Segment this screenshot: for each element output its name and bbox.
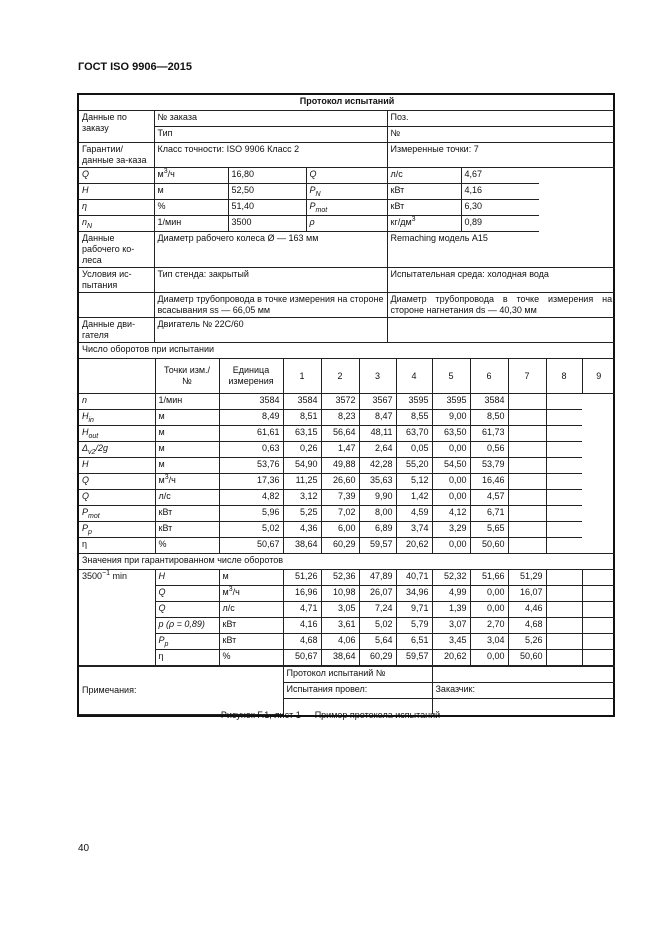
- figure-caption: Рисунок F.1, лист 1 — Пример протокола испытаний: [220, 710, 441, 720]
- measurement-row: [79, 618, 615, 634]
- suction-diameter: Диаметр трубопровода в точке измерения на стороне всасывания ss — 66,05 мм: [154, 293, 387, 318]
- unit: м: [155, 442, 219, 458]
- impeller-diameter: Диаметр рабочего колеса Ø — 163 мм: [154, 232, 387, 268]
- cell-value: 26,60: [321, 474, 359, 490]
- symbol: H: [79, 184, 154, 200]
- cell-value: 50,60: [508, 650, 546, 666]
- unit: %: [219, 650, 283, 666]
- measurement-row: [79, 634, 615, 650]
- subscript: in: [88, 416, 94, 424]
- cell-value: 17,36: [219, 474, 283, 490]
- cell-value: 61,73: [470, 426, 508, 442]
- value: 52,50: [228, 184, 306, 200]
- cell-value: 47,89: [359, 570, 396, 586]
- measurement-row: [79, 490, 615, 506]
- cell-value: 8,23: [321, 410, 359, 426]
- measurement-row: [79, 410, 615, 426]
- cell-value: 3,05: [321, 602, 359, 618]
- cell-value: 4,82: [219, 490, 283, 506]
- speed-label: $3500^{-1}$ min: [79, 570, 155, 666]
- cell-value: 38,64: [321, 650, 359, 666]
- cell-value: 4,99: [432, 586, 470, 602]
- cell-value: 48,11: [359, 426, 396, 442]
- cell-value: 8,55: [396, 410, 432, 426]
- cell-value: 20,62: [396, 538, 432, 554]
- cell-value: 54,50: [432, 458, 470, 474]
- cell-value: 5,12: [396, 474, 432, 490]
- symbol: η: [79, 538, 155, 554]
- accuracy-class: Класс точности: ISO 9906 Класс 2: [154, 143, 387, 168]
- cell-value: [508, 458, 546, 474]
- cell-value: [546, 586, 582, 602]
- cell-value: 11,25: [283, 474, 321, 490]
- cell-value: 16,46: [470, 474, 508, 490]
- unit: кВт: [219, 618, 283, 634]
- cell-value: 9,00: [432, 410, 470, 426]
- cell-value: 8,50: [470, 410, 508, 426]
- cell-value: 63,50: [432, 426, 470, 442]
- test-medium: Испытательная среда: холодная вода: [387, 268, 615, 293]
- value: 3500: [228, 216, 306, 232]
- cell-value: 4,06: [321, 634, 359, 650]
- cell-value: [582, 634, 615, 650]
- unit: 1/мин: [155, 394, 219, 410]
- symbol: $P_p$: [155, 634, 219, 650]
- cell-value: 5,79: [396, 618, 432, 634]
- cell-value: [546, 570, 582, 586]
- tested-by-field: Испытания провел:: [283, 683, 432, 699]
- cell-value: 3,45: [432, 634, 470, 650]
- cell-value: 4,68: [508, 618, 546, 634]
- signature-section: [79, 666, 615, 715]
- cell-value: 61,61: [219, 426, 283, 442]
- cell-value: 3567: [359, 394, 396, 410]
- guaranteed-speed-label: Значения при гарантированном числе оборотов: [79, 554, 615, 570]
- measured-points: Измеренные точки: 7: [387, 143, 615, 168]
- order-number-field: № заказа: [154, 111, 387, 127]
- cell-value: [508, 506, 546, 522]
- cell-value: 63,15: [283, 426, 321, 442]
- cell-value: 3,04: [470, 634, 508, 650]
- cell-value: [508, 442, 546, 458]
- unit: м: [155, 426, 219, 442]
- superscript: 3: [228, 586, 233, 593]
- cell-value: [546, 426, 582, 442]
- measurement-row: [79, 586, 615, 602]
- measurement-row: [79, 522, 615, 538]
- cell-value: 40,71: [396, 570, 432, 586]
- symbol: $P_p$: [79, 522, 155, 538]
- cell-value: [546, 410, 582, 426]
- cell-value: 5,25: [283, 506, 321, 522]
- value: 6,30: [461, 200, 539, 216]
- position-field: Поз.: [387, 111, 615, 127]
- cell-value: 42,28: [359, 458, 396, 474]
- cell-value: 34,96: [396, 586, 432, 602]
- impeller-label: Данные рабочего ко-леса: [79, 232, 154, 268]
- cell-value: 3,74: [396, 522, 432, 538]
- cell-value: 4,16: [283, 618, 321, 634]
- cell-value: 3584: [283, 394, 321, 410]
- symbol: Q: [79, 168, 154, 184]
- point-column-header: 8: [546, 359, 582, 394]
- motor-number: Двигатель № 22C/60: [154, 318, 387, 343]
- unit: $м^3/ч$: [154, 168, 228, 184]
- cell-value: 1,42: [396, 490, 432, 506]
- cell-value: 5,65: [470, 522, 508, 538]
- cell-value: 9,90: [359, 490, 396, 506]
- cell-value: [508, 474, 546, 490]
- cell-value: 5,26: [508, 634, 546, 650]
- cell-value: 6,51: [396, 634, 432, 650]
- cell-value: 63,70: [396, 426, 432, 442]
- cell-value: 0,05: [396, 442, 432, 458]
- cell-value: [582, 650, 615, 666]
- cell-value: 35,63: [359, 474, 396, 490]
- cell-value: 50,67: [283, 650, 321, 666]
- cell-value: 0,00: [470, 602, 508, 618]
- unit: м: [155, 410, 219, 426]
- point-column-header: 1: [283, 359, 321, 394]
- cell-value: 5,02: [359, 618, 396, 634]
- symbol: $P_{mot}$: [306, 200, 387, 216]
- symbol: $P_N$: [306, 184, 387, 200]
- unit: л/с: [387, 168, 461, 184]
- subscript: out: [88, 432, 99, 440]
- unit: кВт: [155, 522, 219, 538]
- value: 4,16: [461, 184, 539, 200]
- cell-value: 2,70: [470, 618, 508, 634]
- cell-value: [582, 570, 615, 586]
- cell-value: 0,00: [432, 474, 470, 490]
- cell-value: 3584: [219, 394, 283, 410]
- unit: кВт: [387, 200, 461, 216]
- cell-value: 49,88: [321, 458, 359, 474]
- cell-value: 2,64: [359, 442, 396, 458]
- symbol: Q: [306, 168, 387, 184]
- cell-value: [582, 586, 615, 602]
- cell-value: [508, 522, 546, 538]
- cell-value: 0,00: [432, 490, 470, 506]
- cell-value: 53,79: [470, 458, 508, 474]
- cell-value: 0,00: [432, 442, 470, 458]
- cell-value: 7,24: [359, 602, 396, 618]
- symbol: Q: [79, 490, 155, 506]
- symbol: p (ρ = 0,89): [155, 618, 219, 634]
- unit: кВт: [219, 634, 283, 650]
- cell-value: 7,39: [321, 490, 359, 506]
- value: 51,40: [228, 200, 306, 216]
- measurement-row: [79, 538, 615, 554]
- guarantee-row: [79, 200, 615, 216]
- cell-value: [546, 442, 582, 458]
- cell-value: 8,47: [359, 410, 396, 426]
- cell-value: 52,32: [432, 570, 470, 586]
- cell-value: 16,07: [508, 586, 546, 602]
- order-label: Данные по заказу: [79, 111, 154, 143]
- cell-value: [508, 490, 546, 506]
- cell-value: 50,67: [219, 538, 283, 554]
- unit: м: [154, 184, 228, 200]
- cell-value: [508, 538, 546, 554]
- stand-type: Тип стенда: закрытый: [154, 268, 387, 293]
- cell-value: 7,02: [321, 506, 359, 522]
- superscript: 3: [164, 474, 169, 481]
- subscript: mot: [315, 206, 328, 214]
- subscript: p: [88, 528, 92, 536]
- page-number: 40: [78, 843, 90, 854]
- guarantee-label: Гарантии/ данные за-каза: [79, 143, 154, 168]
- superscript: −1: [102, 570, 111, 577]
- guarantee-row: [79, 184, 615, 200]
- symbol: $\Delta_{v2}/2g$: [79, 442, 155, 458]
- protocol-number-field: Протокол испытаний №: [283, 667, 432, 683]
- measurement-row: [79, 506, 615, 522]
- cell-value: [582, 602, 615, 618]
- cell-value: 1,47: [321, 442, 359, 458]
- cell-value: 51,66: [470, 570, 508, 586]
- point-column-header: 5: [432, 359, 470, 394]
- cell-value: 52,36: [321, 570, 359, 586]
- cell-value: 3595: [396, 394, 432, 410]
- cell-value: 4,59: [396, 506, 432, 522]
- cell-value: [582, 618, 615, 634]
- motor-label: Данные дви-гателя: [79, 318, 154, 343]
- number-field: №: [387, 127, 615, 143]
- cell-value: [508, 394, 546, 410]
- subscript: mot: [88, 512, 100, 520]
- test-protocol-form: [77, 93, 615, 717]
- unit: $м^3/ч$: [155, 474, 219, 490]
- order-section: [79, 95, 615, 343]
- unit: %: [155, 538, 219, 554]
- cell-value: [546, 650, 582, 666]
- cell-value: 54,90: [283, 458, 321, 474]
- protocol-title: Протокол испытаний: [79, 95, 615, 111]
- measurement-section: [79, 343, 615, 666]
- cell-value: 3572: [321, 394, 359, 410]
- measurement-row: [79, 570, 615, 586]
- symbol: H: [155, 570, 219, 586]
- guarantee-row: [79, 216, 615, 232]
- subscript: N: [87, 222, 93, 230]
- measurement-row: [79, 442, 615, 458]
- customer-field: Заказчик:: [432, 683, 615, 699]
- symbol: $H_{out}$: [79, 426, 155, 442]
- document-header: ГОСТ ISO 9906—2015: [78, 61, 193, 73]
- unit: м: [219, 570, 283, 586]
- symbol: η: [79, 200, 154, 216]
- cell-value: 8,49: [219, 410, 283, 426]
- point-column-header: 2: [321, 359, 359, 394]
- symbol: η: [155, 650, 219, 666]
- cell-value: 16,96: [283, 586, 321, 602]
- cell-value: 50,60: [470, 538, 508, 554]
- cell-value: 0,63: [219, 442, 283, 458]
- symbol: $n_N$: [79, 216, 154, 232]
- value: 4,67: [461, 168, 539, 184]
- unit: кВт: [155, 506, 219, 522]
- cell-value: 4,12: [432, 506, 470, 522]
- cell-value: 51,29: [508, 570, 546, 586]
- unit: л/с: [155, 490, 219, 506]
- cell-value: 6,89: [359, 522, 396, 538]
- cell-value: 59,57: [359, 538, 396, 554]
- measurement-row: [79, 650, 615, 666]
- value: 16,80: [228, 168, 306, 184]
- point-column-header: 3: [359, 359, 396, 394]
- cell-value: 53,76: [219, 458, 283, 474]
- cell-value: 4,71: [283, 602, 321, 618]
- cell-value: 0,00: [470, 586, 508, 602]
- cell-value: 0,26: [283, 442, 321, 458]
- unit: м: [155, 458, 219, 474]
- point-column-header: 4: [396, 359, 432, 394]
- unit: %: [154, 200, 228, 216]
- cell-value: 51,26: [283, 570, 321, 586]
- symbol: $H_{in}$: [79, 410, 155, 426]
- cell-value: 60,29: [359, 650, 396, 666]
- subscript: p: [164, 640, 169, 648]
- cell-value: 6,71: [470, 506, 508, 522]
- cell-value: 4,57: [470, 490, 508, 506]
- point-column-header: 9: [582, 359, 615, 394]
- unit: л/с: [219, 602, 283, 618]
- symbol: n: [79, 394, 155, 410]
- cell-value: [546, 602, 582, 618]
- subscript: N: [315, 190, 321, 198]
- cell-value: 8,51: [283, 410, 321, 426]
- unit: кВт: [387, 184, 461, 200]
- notes-label: Примечания:: [79, 667, 283, 715]
- cell-value: 6,00: [321, 522, 359, 538]
- cell-value: [546, 538, 582, 554]
- cell-value: 20,62: [432, 650, 470, 666]
- cell-value: 55,20: [396, 458, 432, 474]
- cell-value: 60,29: [321, 538, 359, 554]
- measurement-row: [79, 394, 615, 410]
- cell-value: 0,56: [470, 442, 508, 458]
- unit: $м^3/ч$: [219, 586, 283, 602]
- cell-value: 3,12: [283, 490, 321, 506]
- cell-value: 59,57: [396, 650, 432, 666]
- cell-value: 3,61: [321, 618, 359, 634]
- point-column-header: Точки изм./ №: [155, 359, 219, 394]
- superscript: 3: [163, 168, 168, 175]
- cell-value: 0,00: [432, 538, 470, 554]
- cell-value: 8,00: [359, 506, 396, 522]
- symbol: H: [79, 458, 155, 474]
- value: 0,89: [461, 216, 539, 232]
- cell-value: [546, 474, 582, 490]
- measurement-row: [79, 458, 615, 474]
- cell-value: 56,64: [321, 426, 359, 442]
- cell-value: 0,00: [470, 650, 508, 666]
- cell-value: [508, 410, 546, 426]
- cell-value: [546, 394, 582, 410]
- unit-column-header: Единица измерения: [219, 359, 283, 394]
- cell-value: 26,07: [359, 586, 396, 602]
- pump-model: Remaching модель A15: [387, 232, 615, 268]
- cell-value: [546, 506, 582, 522]
- measurement-row: [79, 426, 615, 442]
- unit: $кг/дм^3$: [387, 216, 461, 232]
- symbol: ρ: [306, 216, 387, 232]
- cell-value: [546, 490, 582, 506]
- unit: 1/мин: [154, 216, 228, 232]
- subscript: v2: [88, 448, 96, 456]
- guarantee-row: [79, 168, 615, 184]
- cell-value: 5,02: [219, 522, 283, 538]
- cell-value: 38,64: [283, 538, 321, 554]
- cell-value: [546, 634, 582, 650]
- symbol: Q: [79, 474, 155, 490]
- cell-value: [546, 618, 582, 634]
- cell-value: 4,68: [283, 634, 321, 650]
- superscript: 3: [411, 216, 416, 223]
- cell-value: 5,64: [359, 634, 396, 650]
- discharge-diameter: Диаметр трубопровода в точке измерения на стороне нагнетания ds — 40,30 мм: [387, 293, 615, 318]
- cell-value: 10,98: [321, 586, 359, 602]
- cell-value: 4,36: [283, 522, 321, 538]
- cell-value: [546, 522, 582, 538]
- cell-value: 1,39: [432, 602, 470, 618]
- cell-value: [508, 426, 546, 442]
- symbol: $P_{mot}$: [79, 506, 155, 522]
- measurement-row: [79, 602, 615, 618]
- point-column-header: 7: [508, 359, 546, 394]
- type-field: Тип: [154, 127, 387, 143]
- cell-value: [546, 458, 582, 474]
- conditions-label: Условия ис-пытания: [79, 268, 154, 293]
- test-speed-label: Число оборотов при испытании: [79, 343, 615, 359]
- measurement-row: [79, 474, 615, 490]
- cell-value: 4,46: [508, 602, 546, 618]
- point-column-header: 6: [470, 359, 508, 394]
- cell-value: 3595: [432, 394, 470, 410]
- cell-value: 3584: [470, 394, 508, 410]
- cell-value: 9,71: [396, 602, 432, 618]
- symbol: Q: [155, 602, 219, 618]
- cell-value: 3,07: [432, 618, 470, 634]
- cell-value: 3,29: [432, 522, 470, 538]
- cell-value: 5,96: [219, 506, 283, 522]
- symbol: Q: [155, 586, 219, 602]
